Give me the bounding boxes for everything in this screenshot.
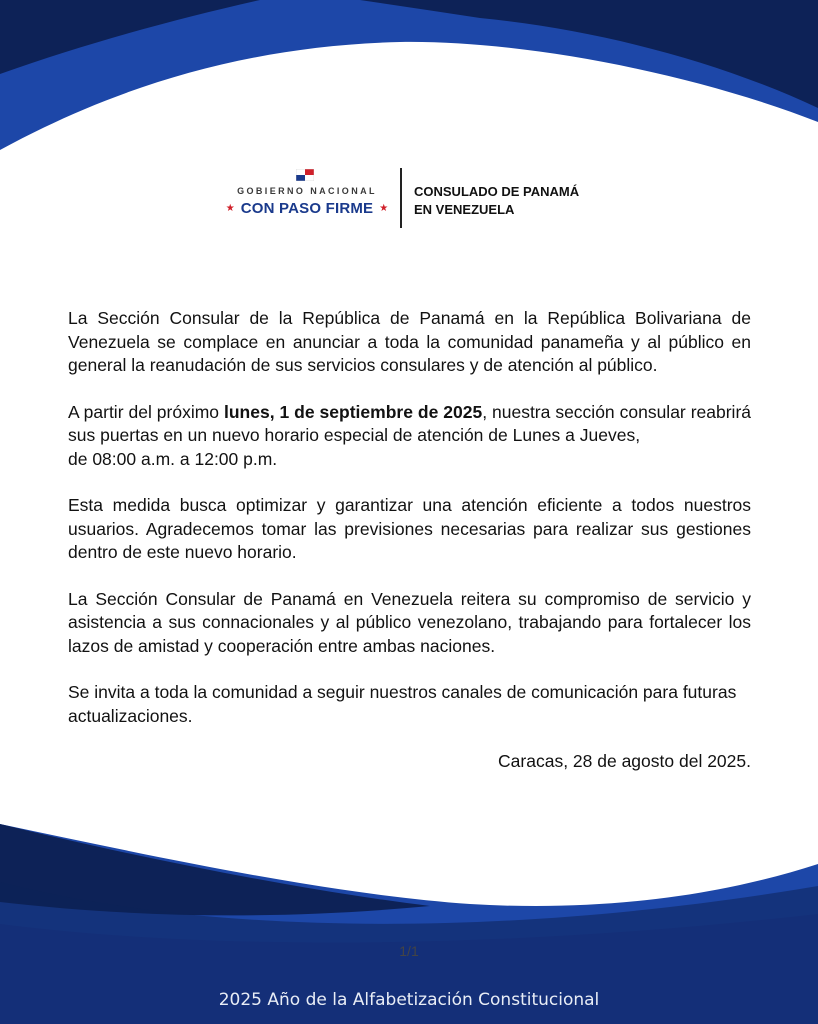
paragraph-measure: Esta medida busca optimizar y garantizar una atención eficiente a todos nuestros usuarios. Agradecemos tomar las previsiones necesarias para realizar sus gestiones dentro de este nuevo horario.	[68, 495, 751, 562]
paragraph-schedule	[68, 401, 751, 472]
slogan: CON PASO FIRME	[240, 200, 374, 217]
panama-flag-icon	[296, 169, 314, 181]
star-icon: ★	[225, 202, 235, 214]
schedule-text: , nuestra sección consular reabrirá sus puertas en un nuevo horario especial de atención de Lunes a Jueves,	[68, 401, 752, 445]
paragraph-commitment: La Sección Consular de Panamá en Venezuela reitera su compromiso de servicio y asistencia a sus connacionales y al público venezolano, trabajando para fortalecer los lazos de amistad y cooperación entre ambas naciones.	[68, 588, 751, 656]
schedule-hours: de 08:00 a.m. a 12:00 p.m.	[68, 448, 278, 469]
paragraph-invitation: Se invita a toda la comunidad a seguir nuestros canales de comunicación para futuras actualizaciones.	[68, 682, 737, 726]
slogan-row	[224, 200, 390, 217]
paragraph-announcement: La Sección Consular de la República de Panamá en la República Bolivariana de Venezuela se complace en anunciar a toda la comunidad panameña y al público en general la reanudación de sus servicios consulares y de atención al público.	[68, 308, 751, 375]
star-icon: ★	[379, 202, 389, 214]
government-logo	[224, 166, 390, 226]
letterhead	[0, 166, 818, 230]
letter-date: Caracas, 28 de agosto del 2025.	[498, 751, 751, 771]
consulate-line-2: EN VENEZUELA	[414, 202, 515, 217]
page-number: 1/1	[399, 943, 419, 959]
consulate-line-1: CONSULADO DE PANAMÁ	[414, 184, 580, 199]
top-wave-decoration	[0, 0, 818, 160]
reopening-date: lunes, 1 de septiembre de 2025	[223, 401, 483, 422]
footer-motto: 2025 Año de la Alfabetización Constitucional	[218, 990, 600, 1010]
letter-body	[68, 307, 751, 774]
header-divider	[400, 168, 402, 228]
gov-label: GOBIERNO NACIONAL	[237, 186, 377, 196]
consulate-name	[414, 183, 579, 219]
schedule-intro: A partir del próximo	[68, 401, 224, 422]
